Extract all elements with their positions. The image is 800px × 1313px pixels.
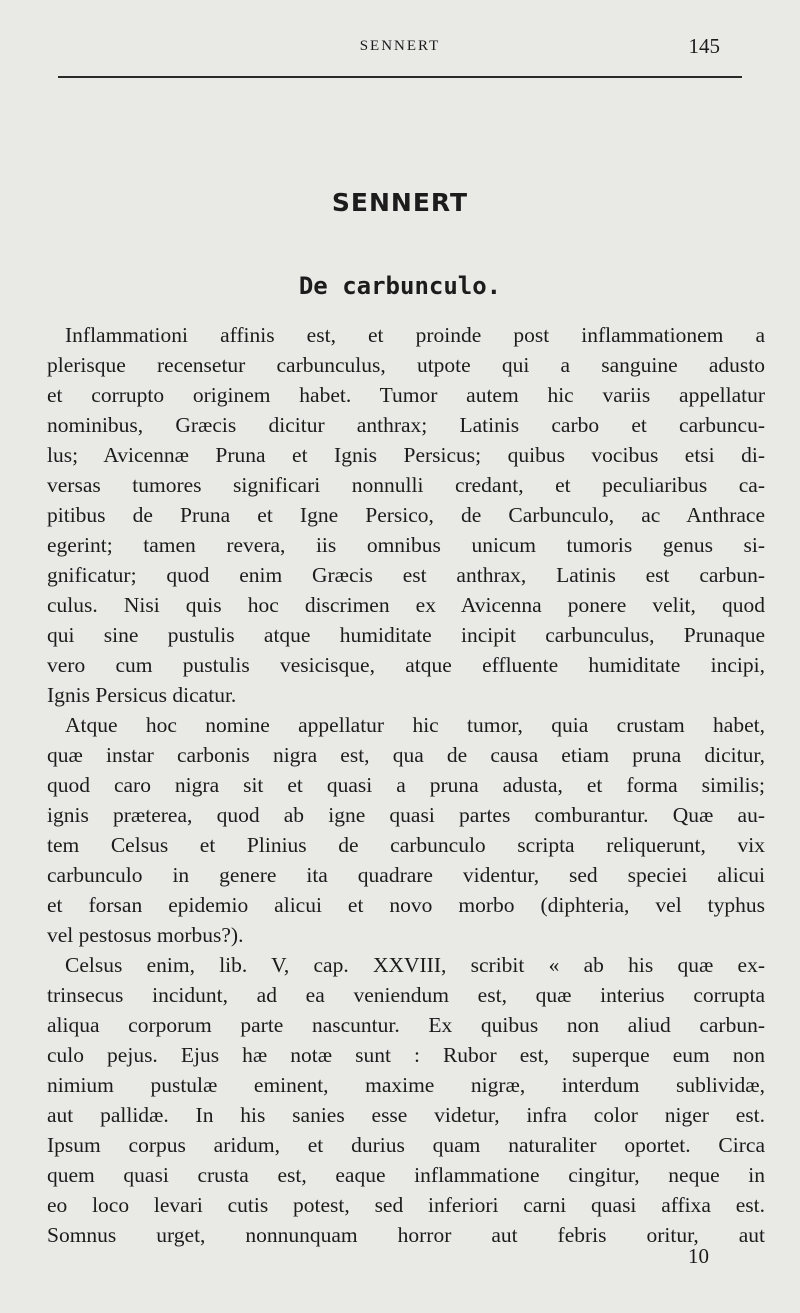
- signature-mark: 10: [688, 1244, 709, 1268]
- header-rule: [58, 76, 742, 78]
- text-line: ignis præterea, quod ab igne quasi partes comburantur. Quæ au-: [47, 803, 765, 827]
- text-line: culo pejus. Ejus hæ notæ sunt : Rubor est, superque eum non: [47, 1043, 765, 1067]
- text-line: trinsecus incidunt, ad ea veniendum est, quæ interius corrupta: [47, 983, 765, 1007]
- text-line: Ignis Persicus dicatur.: [47, 683, 237, 707]
- text-line: aut pallidæ. In his sanies esse videtur, infra color niger est.: [47, 1103, 765, 1127]
- running-head-title: SENNERT: [359, 38, 441, 54]
- text-line: et forsan epidemio alicui et novo morbo (diphteria, vel typhus: [47, 893, 765, 917]
- body-text: [47, 320, 765, 1250]
- text-line: egerint; tamen revera, iis omnibus unicum tumoris genus si-: [47, 533, 765, 557]
- text-line: vel pestosus morbus?).: [47, 923, 244, 947]
- text-line: pitibus de Pruna et Igne Persico, de Carbunculo, ac Anthrace: [47, 503, 765, 527]
- text-line: qui sine pustulis atque humiditate incipit carbunculus, Prunaque: [47, 623, 765, 647]
- text-line: lus; Avicennæ Pruna et Ignis Persicus; quibus vocibus etsi di-: [47, 443, 765, 467]
- text-line: Somnus urget, nonnunquam horror aut febris oritur, aut: [47, 1223, 765, 1247]
- running-head: [60, 36, 740, 60]
- section-title: De carbunculo.: [298, 272, 502, 300]
- text-line: gnificatur; quod enim Græcis est anthrax, Latinis est carbun-: [47, 563, 765, 587]
- chapter-title: SENNERT: [331, 188, 469, 217]
- text-line: quod caro nigra sit et quasi a pruna adusta, et forma similis;: [47, 773, 765, 797]
- text-line: tem Celsus et Plinius de carbunculo scripta reliquerunt, vix: [47, 833, 765, 857]
- text-line: Inflammationi affinis est, et proinde post inflammationem a: [65, 323, 765, 347]
- text-line: nimium pustulæ eminent, maxime nigræ, interdum sublividæ,: [47, 1073, 765, 1097]
- text-line: quem quasi crusta est, eaque inflammatione cingitur, neque in: [47, 1163, 765, 1187]
- text-line: carbunculo in genere ita quadrare videntur, sed speciei alicui: [47, 863, 765, 887]
- text-line: plerisque recensetur carbunculus, utpote qui a sanguine adusto: [47, 353, 765, 377]
- text-line: Atque hoc nomine appellatur hic tumor, quia crustam habet,: [65, 713, 765, 737]
- text-line: et corrupto originem habet. Tumor autem hic variis appellatur: [47, 383, 765, 407]
- page-number: 145: [688, 34, 720, 58]
- text-line: Celsus enim, lib. V, cap. XXVIII, scribit « ab his quæ ex-: [65, 953, 765, 977]
- text-line: culus. Nisi quis hoc discrimen ex Avicenna ponere velit, quod: [47, 593, 765, 617]
- text-line: quæ instar carbonis nigra est, qua de causa etiam pruna dicitur,: [47, 743, 765, 767]
- text-line: vero cum pustulis vesicisque, atque effluente humiditate incipi,: [47, 653, 765, 677]
- text-line: nominibus, Græcis dicitur anthrax; Latinis carbo et carbuncu-: [47, 413, 765, 437]
- text-line: Ipsum corpus aridum, et durius quam naturaliter oportet. Circa: [47, 1133, 765, 1157]
- text-line: versas tumores significari nonnulli credant, et peculiaribus ca-: [47, 473, 765, 497]
- text-line: eo loco levari cutis potest, sed inferiori carni quasi affixa est.: [47, 1193, 765, 1217]
- text-line: aliqua corporum parte nascuntur. Ex quibus non aliud carbun-: [47, 1013, 765, 1037]
